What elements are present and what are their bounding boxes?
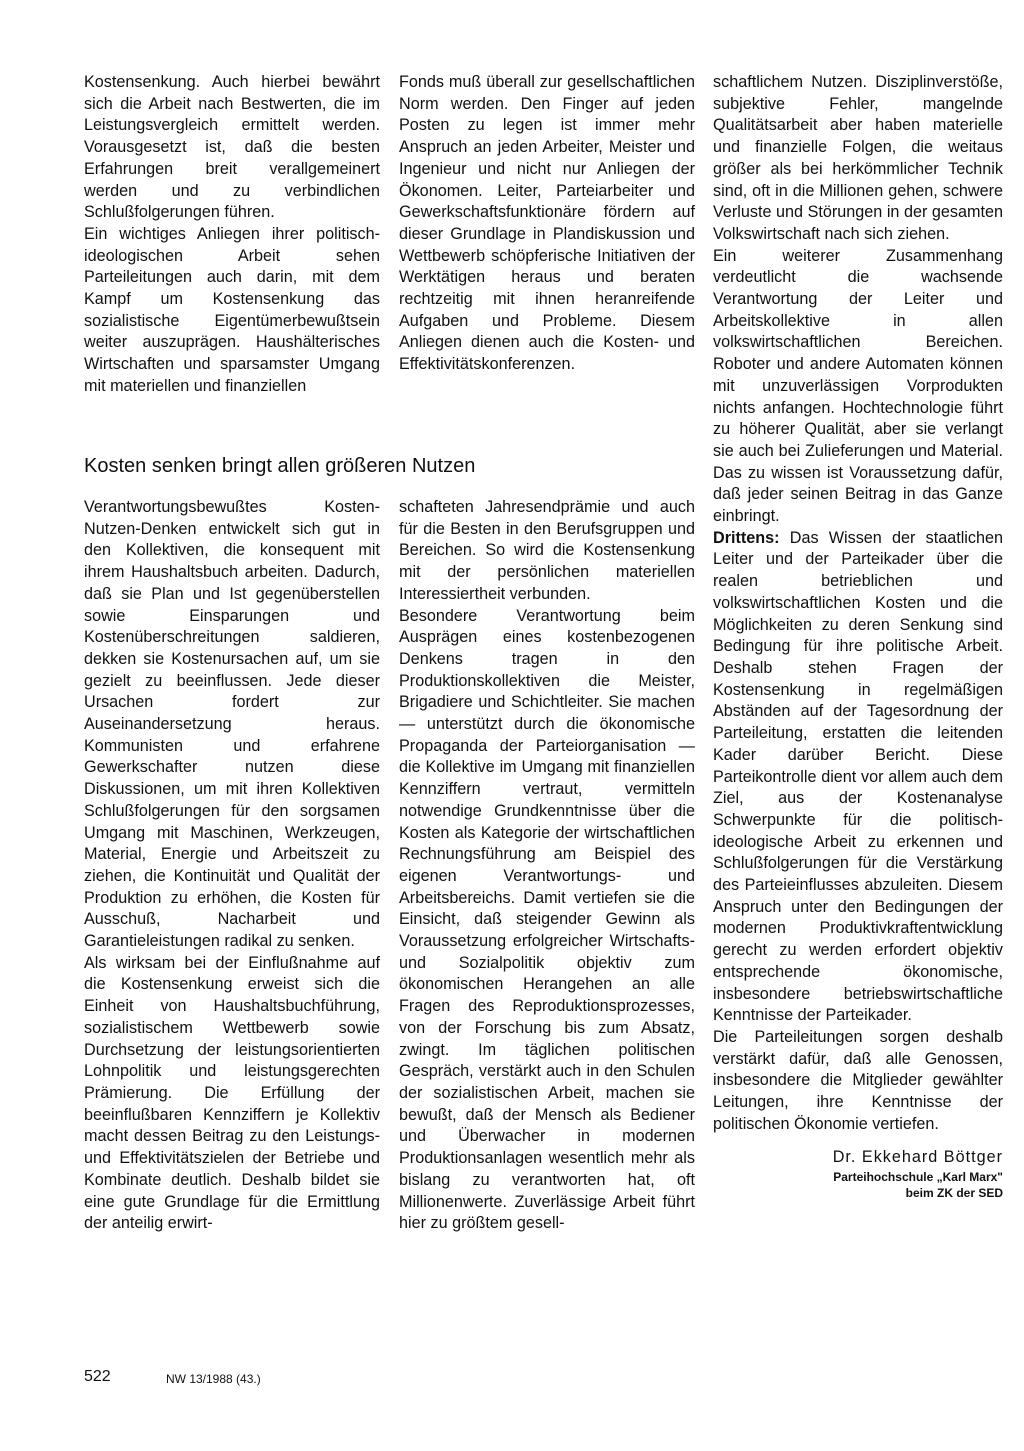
paragraph: schafteten Jahresendprämie und auch für die Besten in den Berufsgruppen und Bereichen. So wird die Kostensenkung mit der persönlichen materiellen Interessiertheit verbunden. bbox=[399, 498, 695, 603]
issue-reference: NW 13/1988 (43.) bbox=[166, 1372, 261, 1386]
page-number: 522 bbox=[84, 1368, 111, 1385]
paragraph: Fonds muß überall zur gesellschaftlichen Norm werden. Den Finger auf jeden Posten zu legen ist immer mehr Anspruch an jeden Arbeiter, Meister und Ingenieur und nicht nur Anliegen der Ökonomen. Leiter, Parteiarbeiter und Gewerkschaftsfunktionäre fördern auf dieser Grundlage in Plandiskussion und Wettbewerb schöpferische Initiativen der Werktätigen heraus und beraten rechtzeitig mit ihnen heranreifende Aufgaben und Probleme. Diesem Anliegen dienen auch die Kosten- und Effektivitätskonferenzen. bbox=[399, 73, 695, 374]
paragraph: Ein weiterer Zusammenhang verdeutlicht die wachsende Verantwortung der Leiter und Arbeitskollektive in allen volkswirtschaftlichen Bereichen. Roboter und andere Automaten können mit unzuverlässigen Vorprodukten nichts anfangen. Hochtechnologie führt zu höherer Qualität, aber sie verlangt sie auch bei Zulieferungen und Material. Das zu wissen ist Voraussetzung dafür, daß jeder seinen Beitrag in das Ganze einbringt. bbox=[713, 246, 1003, 526]
author-affiliation-line-1: Parteihochschule „Karl Marx" bbox=[833, 1170, 1003, 1185]
paragraph: Kostensenkung. Auch hierbei bewährt sich die Arbeit nach Bestwerten, die im Leistungsvergleich ermittelt werden. Vorausgesetzt ist, daß die besten Erfahrungen breit verallgemeinert werden und zu verbindlichen Schlußfolgerungen führen. bbox=[84, 73, 380, 222]
column-1-top bbox=[84, 72, 380, 398]
column-2-top bbox=[399, 72, 695, 376]
author-name: Dr. Ekkehard Böttger bbox=[832, 1148, 1003, 1167]
paragraph bbox=[713, 528, 1003, 1027]
paragraph-body: Das Wissen der staatlichen Leiter und der Parteikader über die realen betrieblichen und volkswirtschaftlichen Kosten und die Möglichkeiten zu deren Senkung sind Bedingung für ihre politische Arbeit. Deshalb stehen Fragen der Kostensenkung in regelmäßigen Abständen auf der Tagesordnung der Parteileitung, erstatten die leitenden Kader darüber Bericht. Diese Parteikontrolle dient vor allem auch dem Ziel, aus der Kostenanalyse Schwerpunkte für die politisch-ideologische Arbeit zu erkennen und Schlußfolgerungen für die Verstärkung des Parteieinflusses abzuleiten. Diesem Anspruch unter den Bedingungen der modernen Produktivkraftentwicklung gerecht zu werden erfordert objektiv entsprechende ökonomische, insbesondere betriebswirtschaftliche Kenntnisse der Parteikader. bbox=[713, 528, 1003, 1025]
paragraph: Verantwortungsbewußtes Kosten-Nutzen-Denken entwickelt sich gut in den Kollektiven, die konsequent mit ihrem Haushaltsbuch arbeiten. Dadurch, daß sie Plan und Ist gegenüberstellen sowie Einsparungen und Kostenüberschreitungen saldieren, dekken sie Kostenursachen auf, um sie gezielt zu beeinflussen. Jede dieser Ursachen fordert zur Auseinandersetzung heraus. Kommunisten und erfahrene Gewerkschafter nutzen diese Diskussionen, um mit ihren Kollektiven Schlußfolgerungen für den sorgsamen Umgang mit Maschinen, Werkzeugen, Material, Energie und Arbeitszeit zu ziehen, die Kontinuität und Qualität der Produktion zu erhöhen, die Kosten für Ausschuß, Nacharbeit und Garantieleistungen radikal zu senken. bbox=[84, 498, 380, 951]
column-2-bottom bbox=[399, 497, 695, 1235]
paragraph-lead: Drittens: bbox=[713, 528, 780, 547]
paragraph: schaftlichem Nutzen. Disziplinverstöße, subjektive Fehler, mangelnde Qualitätsarbeit aber haben materielle und finanzielle Folgen, die weitaus größer als bei herkömmlicher Technik sind, oft in die Millionen gehen, schwere Verluste und Störungen in der gesamten Volkswirtschaft nach sich ziehen. bbox=[713, 73, 1003, 243]
section-headline: Kosten senken bringt allen größeren Nutzen bbox=[84, 455, 476, 477]
author-affiliation-line-2: beim ZK der SED bbox=[905, 1186, 1003, 1201]
column-3 bbox=[713, 72, 1003, 1201]
paragraph: Die Parteileitungen sorgen deshalb verstärkt dafür, daß alle Genossen, insbesondere die Mitglieder gewählter Leitungen, ihre Kenntnisse der politischen Ökonomie vertiefen. bbox=[713, 1027, 1003, 1133]
column-1-bottom bbox=[84, 497, 380, 1235]
paragraph: Ein wichtiges Anliegen ihrer politisch-ideologischen Arbeit sehen Parteileitungen auch darin, mit dem Kampf um Kostensenkung das sozialistische Eigentümerbewußtsein weiter auszuprägen. Haushälterisches Wirtschaften und sparsamster Umgang mit materiellen und finanziellen bbox=[84, 224, 380, 395]
paragraph: Besondere Verantwortung beim Ausprägen eines kostenbezogenen Denkens tragen in den Produktionskollektiven die Meister, Brigadiere und Schichtleiter. Sie machen — unterstützt durch die ökonomische Propaganda der Parteiorganisation — die Kollektive im Umgang mit finanziellen Kennziffern vertraut, vermitteln notwendige Grundkenntnisse über die Kosten als Kategorie der wirtschaftlichen Rechnungsführung am Beispiel des eigenen Verantwortungs- und Arbeitsbereichs. Damit vertiefen sie die Einsicht, daß steigender Gewinn als Voraussetzung erfolgreicher Wirtschafts- und Sozialpolitik objektiv zum ökonomischen Herangehen an alle Fragen des Reproduktionsprozesses, von der Forschung bis zum Absatz, zwingt. Im täglichen politischen Gespräch, verstärkt auch in den Schulen der sozialistischen Arbeit, machen sie bewußt, daß der Mensch als Bediener und Überwacher in modernen Produktionsanlagen wesentlich mehr als bislang zu verantworten hat, oft Millionenwerte. Zuverlässige Arbeit führt hier zu größtem gesell- bbox=[399, 606, 695, 1233]
paragraph: Als wirksam bei der Einflußnahme auf die Kostensenkung erweist sich die Einheit von Haushaltsbuchführung, sozialistischem Wettbewerb sowie Durchsetzung der leistungsorientierten Lohnpolitik und leistungsgerechten Prämierung. Die Erfüllung der beeinflußbaren Kennziffern je Kollektiv macht dessen Beitrag zu den Leistungs- und Effektivitätszielen der Betriebe und Kombinate deutlich. Deshalb bildet sie eine gute Grundlage für die Ermittlung der anteilig erwirt- bbox=[84, 953, 380, 1233]
